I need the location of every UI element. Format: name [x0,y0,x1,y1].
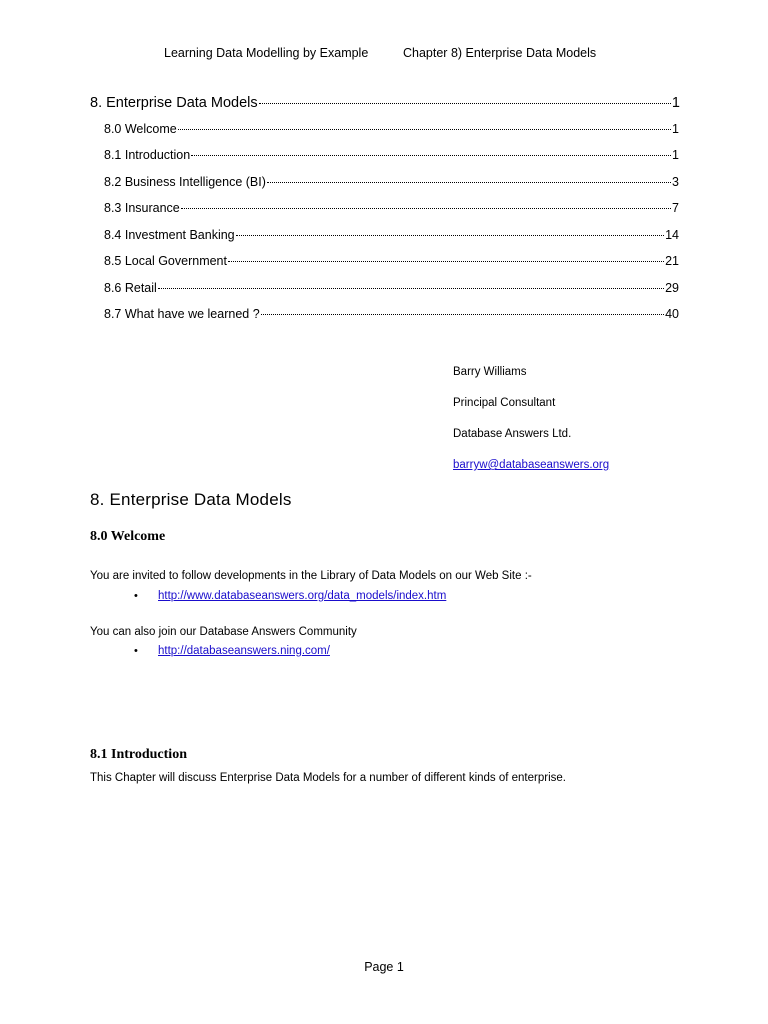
author-title: Principal Consultant [453,397,556,409]
toc-entry-label: 8.1 Introduction [104,148,191,163]
bullet-icon: • [134,590,138,602]
toc-entry-page: 40 [665,307,679,322]
toc-entry-welcome[interactable] [104,121,679,136]
toc-entry-business-intelligence[interactable] [104,174,679,189]
toc-entry-label: 8. Enterprise Data Models [90,95,258,112]
welcome-heading: 8.0 Welcome [90,529,166,544]
community-paragraph: You can also join our Database Answers Community [90,626,357,638]
toc-entry-page: 21 [665,254,679,269]
toc-leader [181,197,671,209]
toc-entry-retail[interactable] [104,280,679,295]
toc-entry-label: 8.7 What have we learned ? [104,307,260,322]
toc-entry-page: 29 [665,281,679,296]
toc-entry-label: 8.3 Insurance [104,201,180,216]
toc-entry-page: 1 [671,95,680,112]
toc-entry-what-have-we-learned[interactable] [104,306,679,321]
toc-leader [236,224,664,236]
toc-entry-label: 8.0 Welcome [104,122,177,137]
toc-entry-local-government[interactable] [104,253,679,268]
community-link[interactable]: http://databaseanswers.ning.com/ [158,645,330,657]
page-number: Page 1 [364,960,404,974]
toc-entry-introduction[interactable] [104,147,679,162]
toc-leader [261,303,664,315]
author-company: Database Answers Ltd. [453,428,572,440]
toc-leader [267,171,671,183]
toc-entry-main[interactable] [90,93,680,111]
author-email-link[interactable]: barryw@databaseanswers.org [453,459,610,471]
toc-entry-page: 14 [665,228,679,243]
data-models-link[interactable]: http://www.databaseanswers.org/data_models/index.htm [158,590,447,602]
toc-entry-label: 8.2 Business Intelligence (BI) [104,175,266,190]
bullet-icon: • [134,645,138,657]
toc-entry-page: 1 [672,148,679,163]
toc-entry-label: 8.6 Retail [104,281,157,296]
introduction-heading: 8.1 Introduction [90,747,187,762]
book-title: Learning Data Modelling by Example [164,46,369,60]
toc-entry-page: 7 [672,201,679,216]
chapter-title-header: Chapter 8) Enterprise Data Models [403,46,597,60]
toc-entry-label: 8.4 Investment Banking [104,228,235,243]
toc-entry-page: 3 [672,175,679,190]
welcome-paragraph: You are invited to follow developments in the Library of Data Models on our Web Site :- [90,570,532,582]
author-name: Barry Williams [453,366,527,378]
introduction-paragraph: This Chapter will discuss Enterprise Data Models for a number of different kinds of enterprise. [90,772,566,784]
toc-entry-investment-banking[interactable] [104,227,679,242]
toc-leader [191,144,671,156]
toc-entry-insurance[interactable] [104,200,679,215]
toc-leader [259,90,671,104]
toc-leader [158,277,664,289]
toc-entry-page: 1 [672,122,679,137]
toc-entry-label: 8.5 Local Government [104,254,227,269]
chapter-heading: 8. Enterprise Data Models [90,490,292,509]
toc-leader [178,118,671,130]
toc-leader [228,250,664,262]
